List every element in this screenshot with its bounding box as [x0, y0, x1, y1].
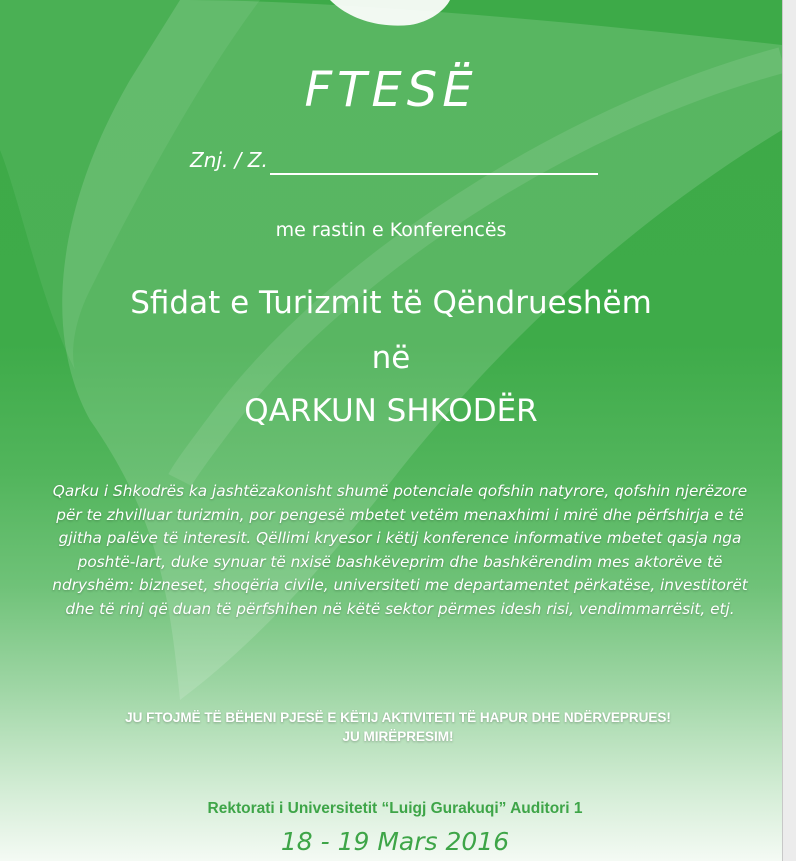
invitation-call-line2: JU MIRËPRESIM! [342, 729, 454, 744]
recipient-name-line [270, 173, 598, 175]
window-edge [782, 0, 796, 861]
event-date: 18 - 19 Mars 2016 [280, 827, 510, 856]
conference-title-line2: në [371, 340, 411, 376]
invitation-call-line1: JU FTOJMË TË BËHENI PJESË E KËTIJ AKTIVITETI TË HAPUR DHE NDËRVEPRUES! [125, 710, 671, 725]
conference-title-line1: Sfidat e Turizmit të Qëndrueshëm [130, 285, 652, 321]
venue-text: Rektorati i Universitetit “Luigj Gurakuqi” Auditori 1 [207, 800, 583, 817]
conference-description: Qarku i Shkodrës ka jashtëzakonisht shumë potenciale qofshin natyrore, qofshin njerëzore për te zhvilluar turizmin, por pengesë mbetet vetëm menaxhimi i mirë dhe përfshirja e të gjitha palëve të interesit. Qëllimi kryesor i këtij konference informative mbetet qasja nga poshtë-lart, duke synuar të nxisë bashkëveprim dhe bashkërendim mes aktorëve të ndryshëm: bizneset, shoqëria civile, universiteti me departamentet përkatëse, investitorët dhe të rinj që duan të përfshihen në këtë sektor përmes idesh risi, vendimmarrësit, etj. [52, 482, 748, 618]
conference-title-line3: QARKUN SHKODËR [244, 393, 538, 429]
invitation-call [0, 708, 782, 746]
invitation-title: FTESË [304, 62, 478, 118]
recipient-label: Znj. / Z. [190, 148, 268, 172]
occasion-text: me rastin e Konferencës [275, 219, 507, 241]
